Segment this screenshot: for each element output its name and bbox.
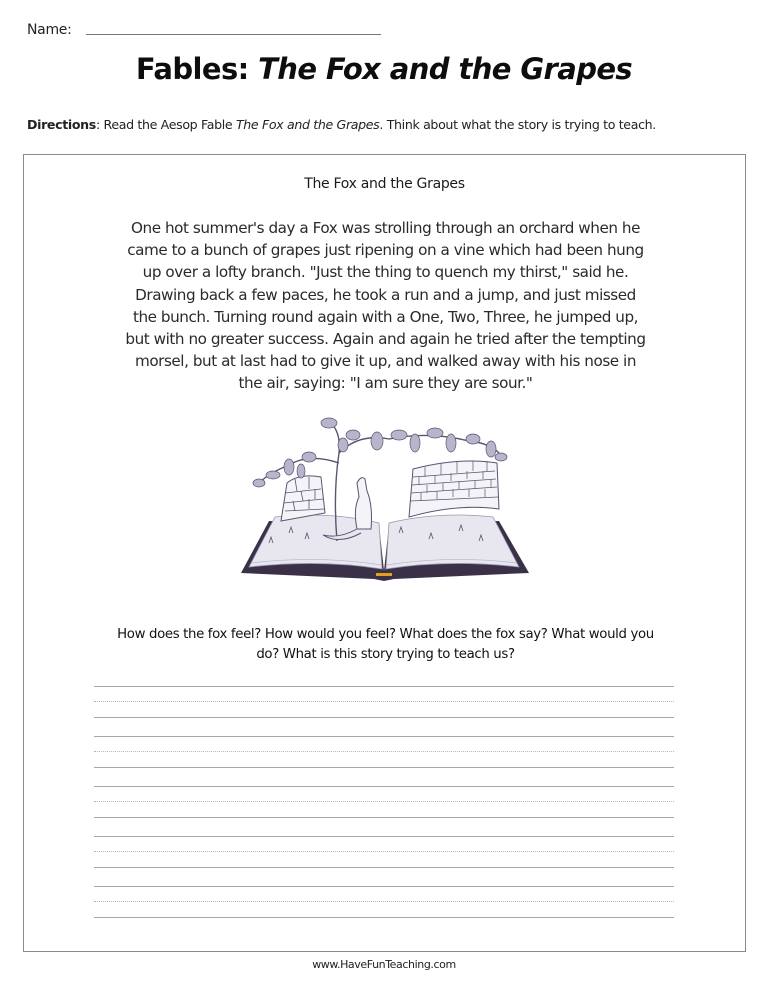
writing-line[interactable] <box>94 886 674 936</box>
writing-area[interactable] <box>94 686 674 936</box>
open-book-illustration-icon <box>229 413 539 583</box>
writing-line[interactable] <box>94 736 674 786</box>
baseline <box>94 817 674 818</box>
page-title <box>0 52 768 86</box>
question-line: do? What is this story trying to teach us? <box>256 647 515 662</box>
baseline <box>94 717 674 718</box>
baseline <box>94 917 674 918</box>
midline <box>94 901 674 902</box>
name-input-line[interactable] <box>86 34 381 35</box>
story-line: Drawing back a few paces, he took a run and a jump, and just missed <box>135 285 636 304</box>
baseline <box>94 867 674 868</box>
story-line: up over a lofty branch. "Just the thing to quench my thirst," said he. <box>142 263 629 282</box>
directions-label: Directions <box>27 117 96 132</box>
top-line <box>94 686 674 687</box>
story-line: the bunch. Turning round again with a One, Two, Three, he jumped up, <box>132 307 639 326</box>
story-title: The Fox and the Grapes <box>304 176 465 192</box>
top-line <box>94 786 674 787</box>
title-italic: The Fox and the Grapes <box>258 52 633 86</box>
writing-line[interactable] <box>94 836 674 886</box>
directions-text-after: . Think about what the story is trying to teach. <box>379 117 656 132</box>
story-text <box>84 217 687 395</box>
story-line: morsel, but at last had to give it up, and walked away with his nose in <box>134 352 637 371</box>
title-prefix: Fables: <box>135 52 259 86</box>
story-line: the air, saying: "I am sure they are sour." <box>238 374 533 393</box>
midline <box>94 751 674 752</box>
top-line <box>94 836 674 837</box>
midline <box>94 851 674 852</box>
story-line: but with no greater success. Again and again he tried after the tempting <box>125 330 646 349</box>
midline <box>94 801 674 802</box>
footer-website: www.HaveFunTeaching.com <box>312 958 456 971</box>
name-row <box>27 22 381 38</box>
midline <box>94 701 674 702</box>
baseline <box>94 767 674 768</box>
name-label: Name: <box>27 22 72 38</box>
directions <box>27 117 656 132</box>
directions-italic: The Fox and the Grapes <box>235 117 380 132</box>
directions-text-before: : Read the Aesop Fable <box>95 117 236 132</box>
writing-line[interactable] <box>94 786 674 836</box>
story-line: One hot summer's day a Fox was strolling through an orchard when he <box>131 219 640 237</box>
question-line: How does the fox feel? How would you feel? What does the fox say? What would you <box>117 627 654 642</box>
top-line <box>94 736 674 737</box>
top-line <box>94 886 674 887</box>
question-prompt <box>84 625 687 665</box>
story-line: came to a bunch of grapes just ripening on a vine which had been hung <box>127 241 644 260</box>
writing-line[interactable] <box>94 686 674 736</box>
story-box <box>23 154 746 952</box>
